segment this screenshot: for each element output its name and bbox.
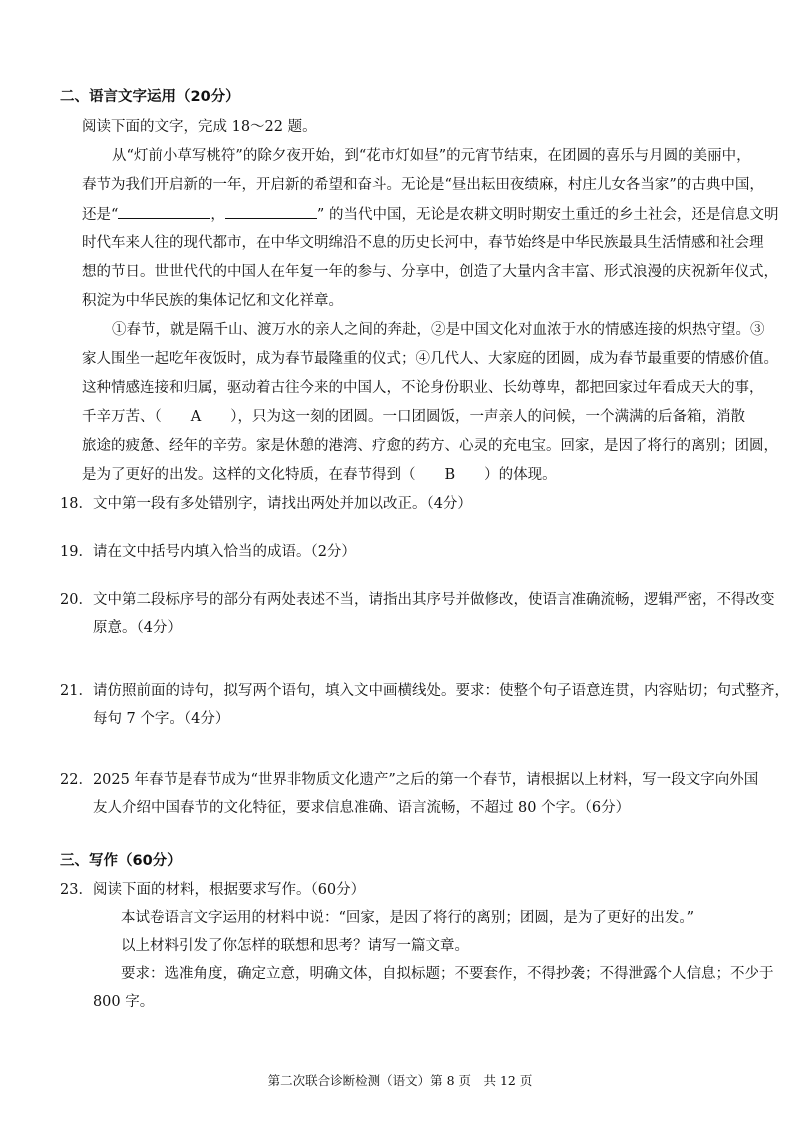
instruction: 阅读下面的文字，完成 18～22 题。 — [82, 119, 317, 135]
para-line: 这种情感连接和归属，驱动着古往今来的中国人，不论身份职业、长幼尊卑，都把回家过年看成天大的事， — [82, 380, 764, 396]
para-line-prefix: 还是“ — [82, 207, 119, 223]
para-line: 春节为我们开启新的一年，开启新的希望和奋斗。无论是“昼出耘田夜绩麻，村庄儿女各当家”的古典中国， — [82, 177, 764, 193]
requirements-end: 800 字。 — [92, 994, 155, 1010]
question-number: 23． — [60, 882, 93, 898]
page-footer: 第二次联合诊断检测（语文）第 8 页 共 12 页 — [267, 1073, 533, 1088]
question-23 — [60, 880, 773, 1012]
para-line: 旅途的疲惫、经年的辛劳。家是休憩的港湾、疗愈的药方、心灵的充电宝。回家，是因了将行的离别；团圆， — [82, 438, 778, 454]
question-18 — [60, 494, 472, 514]
question-text: 每句 7 个字。（4分） — [92, 711, 230, 727]
question-number: 21． — [60, 683, 93, 699]
question-text: 2025 年春节是春节成为“世界非物质文化遗产”之后的第一个春节，请根据以上材料，写一段文字向外国 — [92, 772, 759, 788]
para-line: 时代车来人往的现代都市，在中华文明绵沿不息的历史长河中，春节始终是中华民族最具生活情感和社会理 — [82, 235, 764, 251]
material-quote: 本试卷语言文字运用的材料中说：“回家，是因了将行的离别；团圆，是为了更好的出发。” — [120, 910, 695, 926]
question-text: 阅读下面的材料，根据要求写作。（60分） — [92, 882, 366, 898]
para-line-comma: ， — [210, 207, 225, 223]
question-21 — [60, 681, 789, 729]
question-19 — [60, 542, 356, 562]
question-number: 22． — [60, 772, 93, 788]
question-number: 20． — [60, 592, 93, 608]
para-line: 家人围坐一起吃年夜饭时，成为春节最隆重的仪式；④几代人、大家庭的团圆，成为春节最重要的情感价值。 — [82, 351, 778, 367]
para-line-rest: ” 的当代中国，无论是农耕文明时期安土重迁的乡土社会，还是信息文明 — [316, 207, 779, 223]
question-20 — [60, 590, 774, 638]
para-line-blanks — [82, 204, 778, 224]
para-line: ①春节，就是隔千山、渡万水的亲人之间的奔赴，②是中国文化对血浓于水的情感连接的炽热守望。③ — [112, 322, 765, 338]
question-text: 文中第二段标序号的部分有两处表述不当，请指出其序号并做修改，使语言准确流畅，逻辑严密，不得改变 — [92, 592, 775, 608]
section3-heading: 三、写作（60分） — [60, 853, 182, 869]
question-text: 原意。（4分） — [92, 620, 182, 636]
question-text: 文中第一段有多处错别字，请找出两处并加以改正。（4分） — [92, 496, 472, 512]
para-line: 从“灯前小草写桃符”的除夕夜开始，到“花市灯如昼”的元宵节结束，在团圆的喜乐与月圆的美丽中， — [112, 148, 751, 164]
requirements: 要求：选准角度，确定立意，明确文体，自拟标题；不要套作，不得抄袭；不得泄露个人信息；不少于 — [120, 966, 774, 982]
question-number: 18． — [60, 496, 93, 512]
writing-prompt: 以上材料引发了你怎样的联想和思考？请写一篇文章。 — [120, 938, 469, 954]
blank-line-2 — [225, 204, 317, 219]
para-line: 是为了更好的出发。这样的文化特质，在春节得到（ B ）的体现。 — [82, 467, 557, 483]
para-line: 积淀为中华民族的集体记忆和文化祥章。 — [82, 293, 343, 309]
section2-heading: 二、语言文字运用（20分） — [60, 89, 240, 105]
question-22 — [60, 770, 758, 818]
question-text: 请在文中括号内填入恰当的成语。（2分） — [92, 544, 356, 560]
para-line: 想的节日。世世代代的中国人在年复一年的参与、分享中，创造了大量内含丰富、形式浪漫的庆祝新年仪式， — [82, 264, 778, 280]
para-line: 千辛万苦、（ A ），只为这一刻的团圆。一口团圆饭，一声亲人的问候，一个满满的后备箱，消散 — [82, 409, 745, 425]
question-text: 请仿照前面的诗句，拟写两个语句，填入文中画横线处。要求：使整个句子语意连贯，内容贴切；句式整齐， — [92, 683, 789, 699]
question-number: 19． — [60, 544, 93, 560]
question-text: 友人介绍中国春节的文化特征，要求信息准确、语言流畅，不超过 80 个字。（6分） — [92, 800, 631, 816]
blank-line-1 — [118, 204, 210, 219]
